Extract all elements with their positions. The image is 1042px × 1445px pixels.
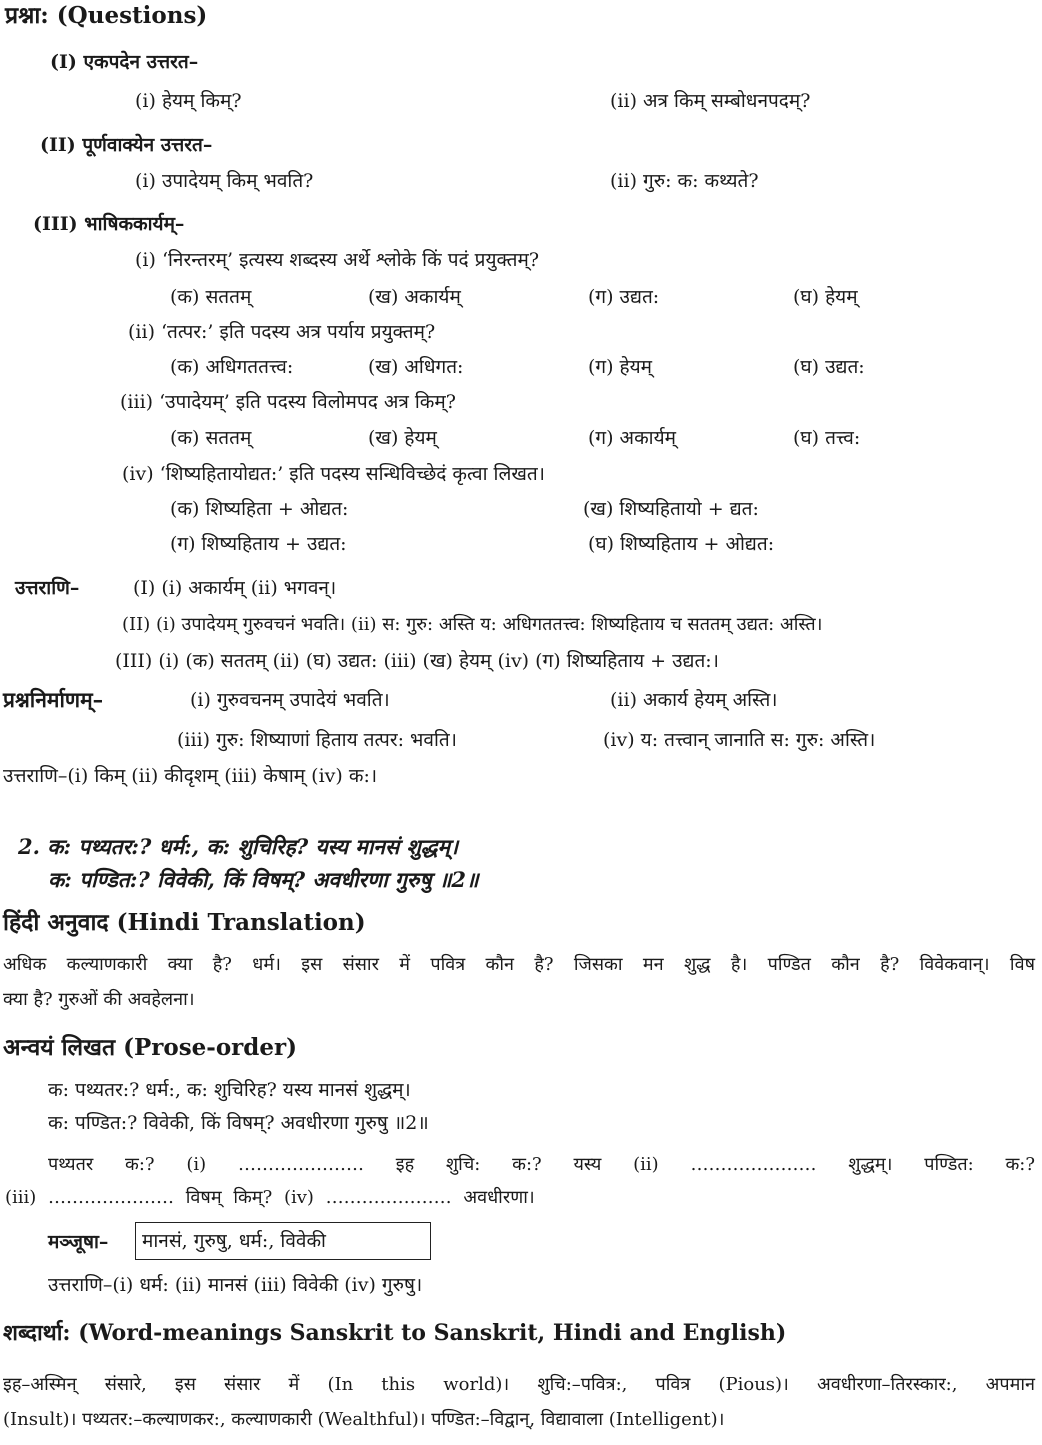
question-making-item: (iv) य: तत्त्वान् जानाति स: गुरु: अस्ति। — [603, 729, 876, 751]
mcq-option: (ख) हेयम् — [368, 427, 437, 449]
question-making-item: (ii) अकार्य हेयम् अस्ति। — [610, 689, 778, 711]
mcq-option: (ग) अकार्यम् — [588, 427, 676, 449]
mcq-question: (ii) ‘तत्पर:’ इति पदस्य अत्र पर्याय प्रयुक्तम्? — [128, 321, 436, 343]
word-meanings-heading: शब्दार्था: (Word-meanings Sanskrit to Sanskrit, Hindi and English) — [3, 1320, 787, 1346]
mcq-option: (ग) शिष्यहिताय + उद्यत: — [170, 533, 347, 555]
prose-verse-line: क: पण्डित:? विवेकी, किं विषम्? अवधीरणा गुरुषु ॥2॥ — [48, 1112, 429, 1134]
word-meaning-line: इह–अस्मिन् संसारे, इस संसार में (In this world)। शुचि:–पवित्र:, पवित्र (Pious)। अवधीरणा–तिरस्कार:, अपमान — [3, 1374, 1035, 1395]
question-making-answers: उत्तराणि–(i) किम् (ii) कीदृशम् (iii) केषाम् (iv) क:। — [3, 765, 378, 787]
part2-title: (II) पूर्णवाक्येन उत्तरत– — [40, 134, 213, 156]
mcq-question: (iv) ‘शिष्यहितायोद्यत:’ इति पदस्य सन्धिविच्छेदं कृत्वा लिखत। — [122, 463, 545, 485]
fill-in-line: (iii) ………………… विषम् किम्? (iv) ………………… अवधीरणा। — [5, 1187, 535, 1208]
word-meaning-line: (Insult)। पथ्यतर:–कल्याणकर:, कल्याणकारी (Wealthful)। पण्डित:–विद्वान्, विद्यावाला (Intelligent)। — [3, 1409, 725, 1430]
mcq-option: (ख) अधिगत: — [368, 356, 464, 378]
mcq-option: (क) सततम् — [170, 286, 252, 308]
question-making-label: प्रश्ननिर्माणम्– — [3, 687, 104, 712]
part1-question: (ii) अत्र किम् सम्बोधनपदम्? — [610, 90, 811, 112]
mcq-option: (ख) शिष्यहितायो + द्यत: — [583, 498, 759, 520]
mcq-option: (ख) अकार्यम् — [368, 286, 461, 308]
mcq-question: (i) ‘निरन्तरम्’ इत्यस्य शब्दस्य अर्थे श्लोके किं पदं प्रयुक्तम्? — [135, 249, 540, 271]
mcq-option: (घ) तत्त्व: — [793, 427, 861, 449]
mcq-option: (घ) हेयम् — [793, 286, 858, 308]
translation-line: अधिक कल्याणकारी क्या है? धर्म। इस संसार में पवित्र कौन है? जिसका मन शुद्ध है। पण्डित कौन है? विवेकवान्। विष — [3, 954, 1035, 975]
part2-question: (i) उपादेयम् किम् भवति? — [135, 170, 314, 192]
verse-line: क: पण्डित:? विवेकी, किं विषम्? अवधीरणा गुरुषु ॥2॥ — [48, 867, 479, 892]
question-making-item: (iii) गुरु: शिष्याणां हिताय तत्पर: भवति। — [177, 729, 457, 751]
part3-title: (III) भाषिककार्यम्– — [33, 213, 185, 235]
mcq-option: (ग) हेयम् — [588, 356, 653, 378]
prose-order-heading: अन्वयं लिखत (Prose-order) — [3, 1034, 298, 1061]
mcq-option: (घ) उद्यत: — [793, 356, 865, 378]
mcq-option: (ग) उद्यत: — [588, 286, 660, 308]
questions-heading: प्रश्ना: (Questions) — [5, 2, 208, 29]
hindi-translation-heading: हिंदी अनुवाद (Hindi Translation) — [3, 909, 366, 936]
mcq-option: (क) शिष्यहिता + ओद्यत: — [170, 498, 349, 520]
prose-verse-line: क: पथ्यतर:? धर्म:, क: शुचिरिह? यस्य मानसं शुद्धम्। — [48, 1079, 411, 1101]
word-box-words: मानसं, गुरुषु, धर्म:, विवेकी — [142, 1230, 326, 1252]
mcq-option: (क) अधिगततत्त्व: — [170, 356, 294, 378]
fill-in-line: पथ्यतर क:? (i) ………………… इह शुचि: क:? यस्य (ii) ………………… शुद्धम्। पण्डित: क:? — [48, 1154, 1035, 1175]
verse-line: 2. क: पथ्यतर:? धर्म:, क: शुचिरिह? यस्य मानसं शुद्धम्। — [18, 834, 459, 859]
answers-label: उत्तराणि– — [15, 577, 80, 599]
part1-title: (I) एकपदेन उत्तरत– — [50, 51, 199, 73]
answer-line: (III) (i) (क) सततम् (ii) (घ) उद्यत: (iii) (ख) हेयम् (iv) (ग) शिष्यहिताय + उद्यत:। — [115, 650, 719, 672]
mcq-question: (iii) ‘उपादेयम्’ इति पदस्य विलोमपद अत्र किम्? — [120, 391, 456, 413]
answer-line: (II) (i) उपादेयम् गुरुवचनं भवति। (ii) स: गुरु: अस्ति य: अधिगततत्त्व: शिष्यहिताय च सततम् उद्यत: अस्ति। — [122, 614, 823, 635]
part2-question: (ii) गुरु: क: कथ्यते? — [610, 170, 759, 192]
mcq-option: (घ) शिष्यहिताय + ओद्यत: — [588, 533, 775, 555]
mcq-option: (क) सततम् — [170, 427, 252, 449]
part1-question: (i) हेयम् किम्? — [135, 90, 242, 112]
word-box-label: मञ्जूषा– — [48, 1231, 109, 1253]
translation-line: क्या है? गुरुओं की अवहेलना। — [3, 989, 195, 1010]
answer-line: (I) (i) अकार्यम् (ii) भगवन्। — [133, 577, 337, 599]
question-making-item: (i) गुरुवचनम् उपादेयं भवति। — [190, 689, 390, 711]
prose-answers: उत्तराणि–(i) धर्म: (ii) मानसं (iii) विवेकी (iv) गुरुषु। — [48, 1274, 423, 1296]
